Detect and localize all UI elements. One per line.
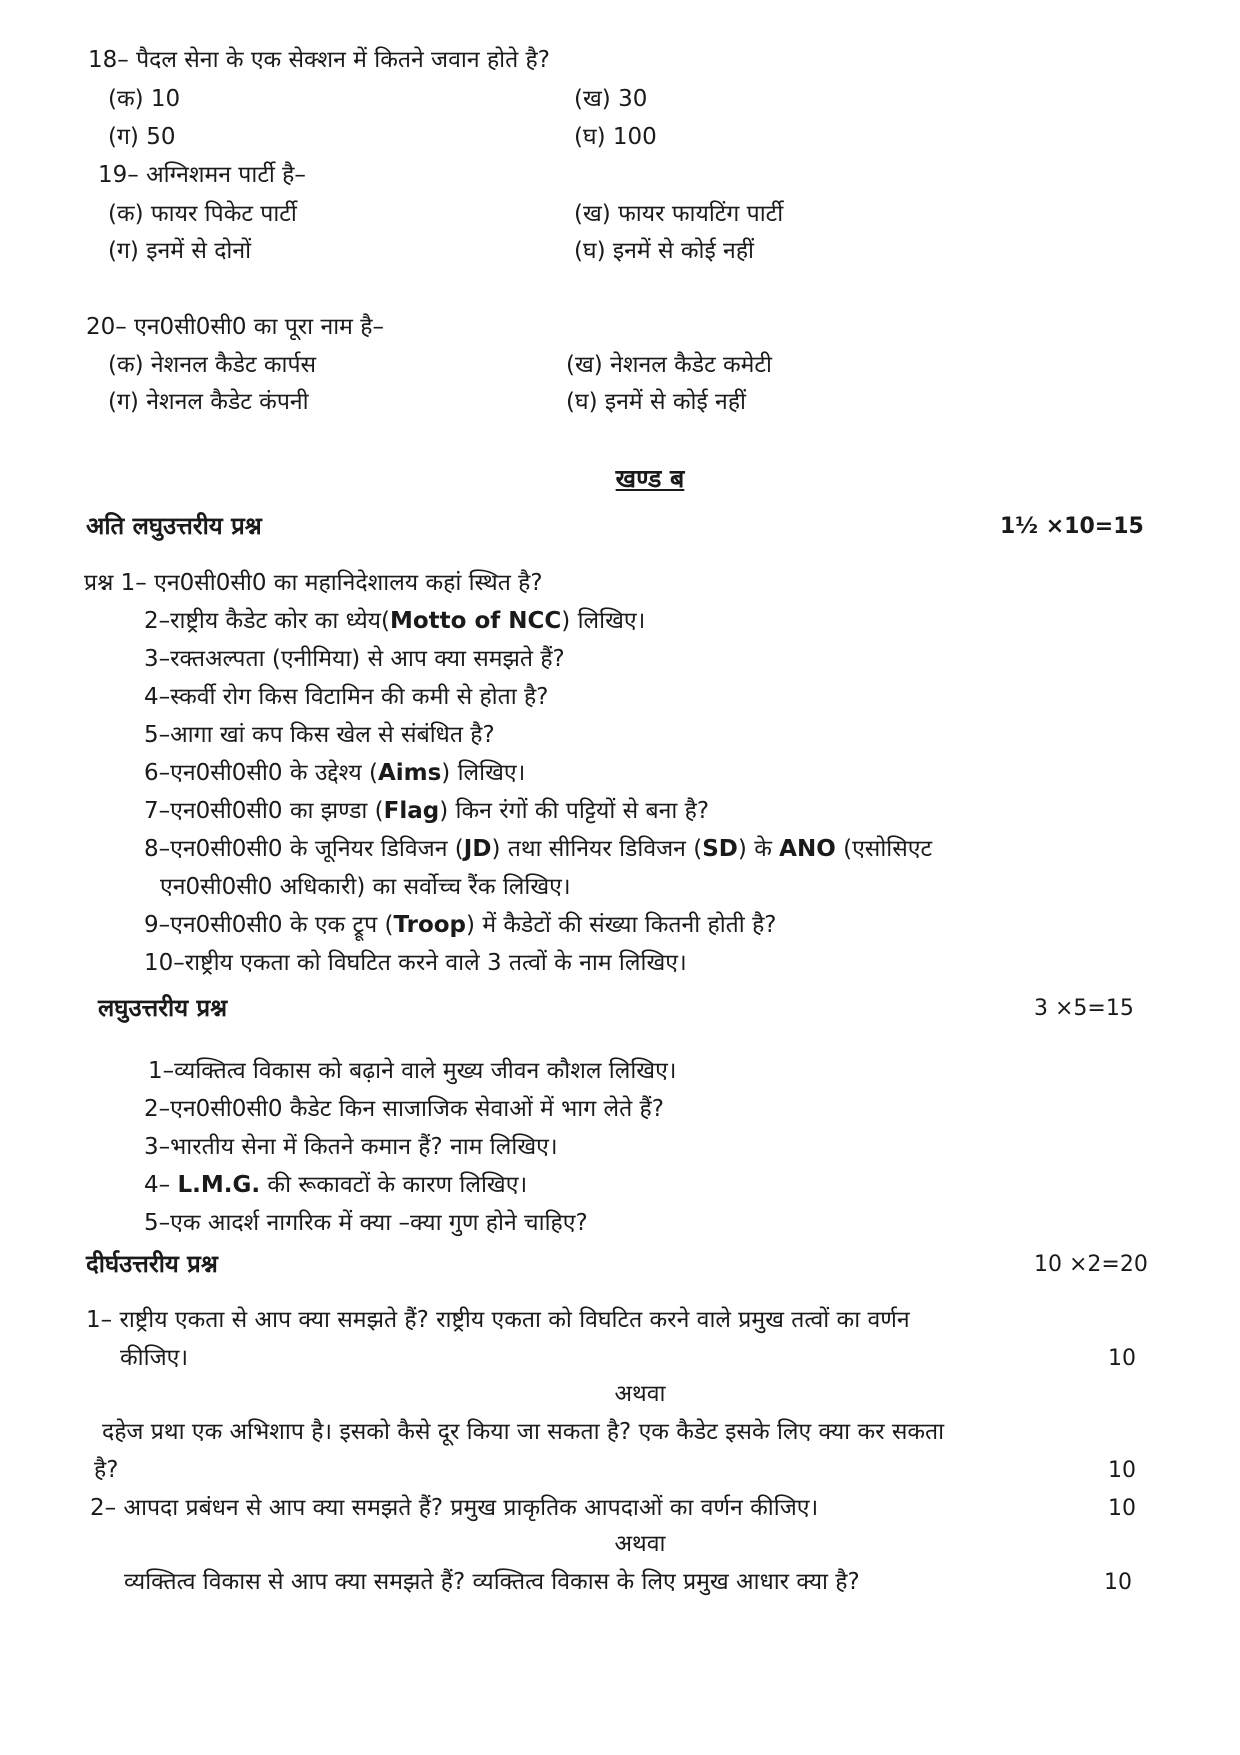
very-short-q3: 3–रक्तअल्पता (एनीमिया) से आप क्या समझते हैं? [144, 646, 565, 672]
very-short-q1: प्रश्न 1– एन0सी0सी0 का महानिदेशालय कहां स्थित है? [84, 570, 543, 596]
question-20: 20– एन0सी0सी0 का पूरा नाम है– [86, 314, 384, 340]
short-q4: 4– L.M.G. की रूकावटों के कारण लिखिए। [144, 1172, 528, 1198]
q18-option-d: (घ) 100 [574, 124, 657, 150]
long-q1-alt-line2: है? [94, 1457, 119, 1483]
q19-option-a: (क) फायर पिकेट पार्टी [108, 201, 297, 227]
long-q2-marks: 10 [1108, 1496, 1136, 1521]
very-short-q8-cont: एन0सी0सी0 अधिकारी) का सर्वोच्च रैंक लिखिए। [160, 874, 571, 900]
long-heading: दीर्घउत्तरीय प्रश्न [86, 1250, 218, 1278]
long-q1-line1: 1– राष्ट्रीय एकता से आप क्या समझते हैं? राष्ट्रीय एकता को विघटित करने वाले प्रमुख तत्वों का वर्णन [86, 1307, 910, 1333]
very-short-marks: 1½ ×10=15 [1000, 514, 1144, 539]
short-marks: 3 ×5=15 [1034, 996, 1134, 1021]
long-q2: 2– आपदा प्रबंधन से आप क्या समझते हैं? प्रमुख प्राकृतिक आपदाओं का वर्णन कीजिए। [90, 1495, 819, 1521]
q18-option-c: (ग) 50 [108, 124, 176, 150]
q19-option-c: (ग) इनमें से दोनों [108, 238, 252, 264]
very-short-q8: 8–एन0सी0सी0 के जूनियर डिविजन (JD) तथा सीनियर डिविजन (SD) के ANO (एसोसिएट [144, 836, 933, 862]
long-q2-alt: व्यक्तित्व विकास से आप क्या समझते हैं? व्यक्तित्व विकास के लिए प्रमुख आधार क्या है? [124, 1569, 860, 1595]
long-marks: 10 ×2=20 [1034, 1252, 1148, 1277]
section-b-title: खण्ड ब [615, 464, 685, 493]
question-19: 19– अग्निशमन पार्टी है– [98, 162, 306, 188]
long-q1-marks: 10 [1108, 1346, 1136, 1371]
very-short-q9: 9–एन0सी0सी0 के एक ट्रूप (Troop) में कैडेटों की संख्या कितनी होती है? [144, 912, 777, 938]
short-q5: 5–एक आदर्श नागरिक में क्या –क्या गुण होने चाहिए? [144, 1210, 588, 1236]
short-heading: लघुउत्तरीय प्रश्न [98, 994, 228, 1022]
long-or-2: अथवा [614, 1531, 666, 1557]
very-short-q6: 6–एन0सी0सी0 के उद्देश्य (Aims) लिखिए। [144, 760, 526, 786]
question-18: 18– पैदल सेना के एक सेक्शन में कितने जवान होते है? [88, 47, 550, 73]
q20-option-c: (ग) नेशनल कैडेट कंपनी [108, 389, 309, 415]
very-short-q5: 5–आगा खां कप किस खेल से संबंधित है? [144, 722, 495, 748]
long-q1-alt-marks: 10 [1108, 1458, 1136, 1483]
short-q1: 1–व्यक्तित्व विकास को बढ़ाने वाले मुख्य जीवन कौशल लिखिए। [148, 1058, 677, 1084]
long-q1-line2: कीजिए। [120, 1345, 189, 1371]
very-short-heading: अति लघुउत्तरीय प्रश्न [86, 512, 262, 540]
very-short-q4: 4–स्कर्वी रोग किस विटामिन की कमी से होता है? [144, 684, 549, 710]
section-b-title-wrap [0, 464, 1240, 495]
q20-option-a: (क) नेशनल कैडेट कार्पस [108, 352, 317, 378]
long-q2-alt-marks: 10 [1104, 1570, 1132, 1595]
q19-option-d: (घ) इनमें से कोई नहीं [574, 238, 754, 264]
very-short-q7: 7–एन0सी0सी0 का झण्डा (Flag) किन रंगों की पट्टियों से बना है? [144, 798, 710, 824]
short-q2: 2–एन0सी0सी0 कैडेट किन साजाजिक सेवाओं में भाग लेते हैं? [144, 1096, 664, 1122]
q20-option-d: (घ) इनमें से कोई नहीं [566, 389, 746, 415]
long-or-1: अथवा [614, 1381, 666, 1407]
very-short-q10: 10–राष्ट्रीय एकता को विघटित करने वाले 3 तत्वों के नाम लिखिए। [144, 950, 687, 976]
very-short-q2: 2–राष्ट्रीय कैडेट कोर का ध्येय(Motto of NCC) लिखिए। [144, 608, 646, 634]
short-q3: 3–भारतीय सेना में कितने कमान हैं? नाम लिखिए। [144, 1134, 558, 1160]
q20-option-b: (ख) नेशनल कैडेट कमेटी [566, 352, 772, 378]
q18-option-a: (क) 10 [108, 86, 181, 112]
q18-option-b: (ख) 30 [574, 86, 648, 112]
q19-option-b: (ख) फायर फायटिंग पार्टी [574, 201, 784, 227]
long-q1-alt-line1: दहेज प्रथा एक अभिशाप है। इसको कैसे दूर किया जा सकता है? एक कैडेट इसके लिए क्या कर सकता [102, 1419, 945, 1445]
